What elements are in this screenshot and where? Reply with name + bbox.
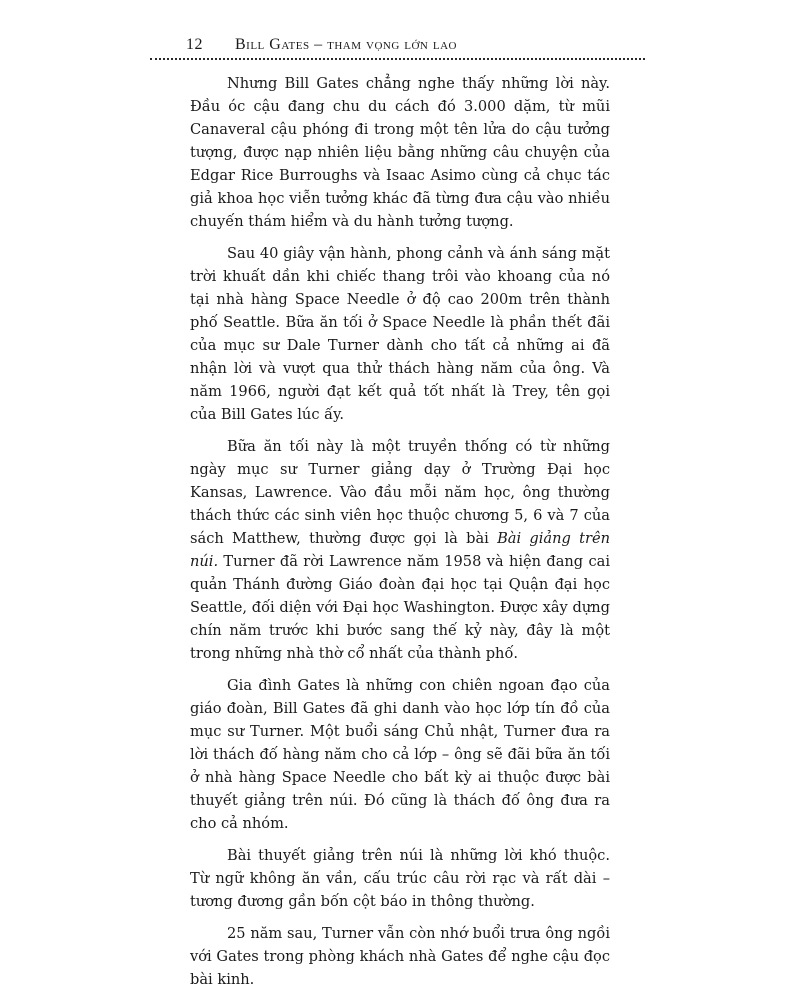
paragraph: Nhưng Bill Gates chẳng nghe thấy những lời này. Đầu óc cậu đang chu du cách đó 3.000 dặm, từ mũi Canaveral cậu phóng đi trong một tên lửa do cậu tưởng tượng, được nạp nhiên liệu bằng những câu chuyện của Edgar Rice Burroughs và Isaac Asimo cùng cả chục tác giả khoa học viễn tưởng khác đã từng đưa cậu vào nhiều chuyến thám hiểm và du hành tưởng tượng. bbox=[190, 75, 610, 230]
paragraph-text: Turner đã rời Lawrence năm 1958 và hiện đang cai quản Thánh đường Giáo đoàn đại học tại Quận đại học Seattle, đối diện với Đại học Washington. Được xây dựng chín năm trước khi bước sang thế kỷ này, đây là một trong những nhà thờ cổ nhất của thành phố. bbox=[190, 553, 610, 662]
running-title: Bill Gates – tham vọng lớn lao bbox=[235, 36, 457, 53]
paragraph bbox=[190, 435, 610, 665]
sermon-title-italic: Bài giảng trên núi. bbox=[190, 530, 610, 570]
paragraph: Bài thuyết giảng trên núi là những lời khó thuộc. Từ ngữ không ăn vần, cấu trúc câu rời rạc và rất dài – tương đương gần bốn cột báo in thông thường. bbox=[190, 847, 610, 910]
body-text bbox=[190, 72, 610, 1000]
paragraph: 25 năm sau, Turner vẫn còn nhớ buổi trưa ông ngồi với Gates trong phòng khách nhà Gates để nghe cậu đọc bài kinh. bbox=[190, 925, 610, 988]
paragraph: Gia đình Gates là những con chiên ngoan đạo của giáo đoàn, Bill Gates đã ghi danh vào học lớp tín đồ của mục sư Turner. Một buổi sáng Chủ nhật, Turner đưa ra lời thách đố hàng năm cho cả lớp – ông sẽ đãi bữa ăn tối ở nhà hàng Space Needle cho bất kỳ ai thuộc được bài thuyết giảng trên núi. Đó cũng là thách đố ông đưa ra cho cả nhóm. bbox=[190, 677, 610, 832]
paragraph-text: Bữa ăn tối này là một truyền thống có từ những ngày mục sư Turner giảng dạy ở Trường Đại học Kansas, Lawrence. Vào đầu mỗi năm học, ông thường thách thức các sinh viên học thuộc chương 5, 6 và 7 của sách Matthew, thường được gọi là bài bbox=[190, 438, 610, 547]
paragraph: Sau 40 giây vận hành, phong cảnh và ánh sáng mặt trời khuất dần khi chiếc thang trôi vào khoang của nó tại nhà hàng Space Needle ở độ cao 200m trên thành phố Seattle. Bữa ăn tối ở Space Needle là phần thết đãi của mục sư Dale Turner dành cho tất cả những ai đã nhận lời và vượt qua thử thách hàng năm của ông. Và năm 1966, người đạt kết quả tốt nhất là Trey, tên gọi của Bill Gates lúc ấy. bbox=[190, 245, 610, 423]
running-head bbox=[150, 36, 645, 54]
header-dotted-rule bbox=[150, 58, 645, 60]
page-number: 12 bbox=[186, 36, 203, 53]
